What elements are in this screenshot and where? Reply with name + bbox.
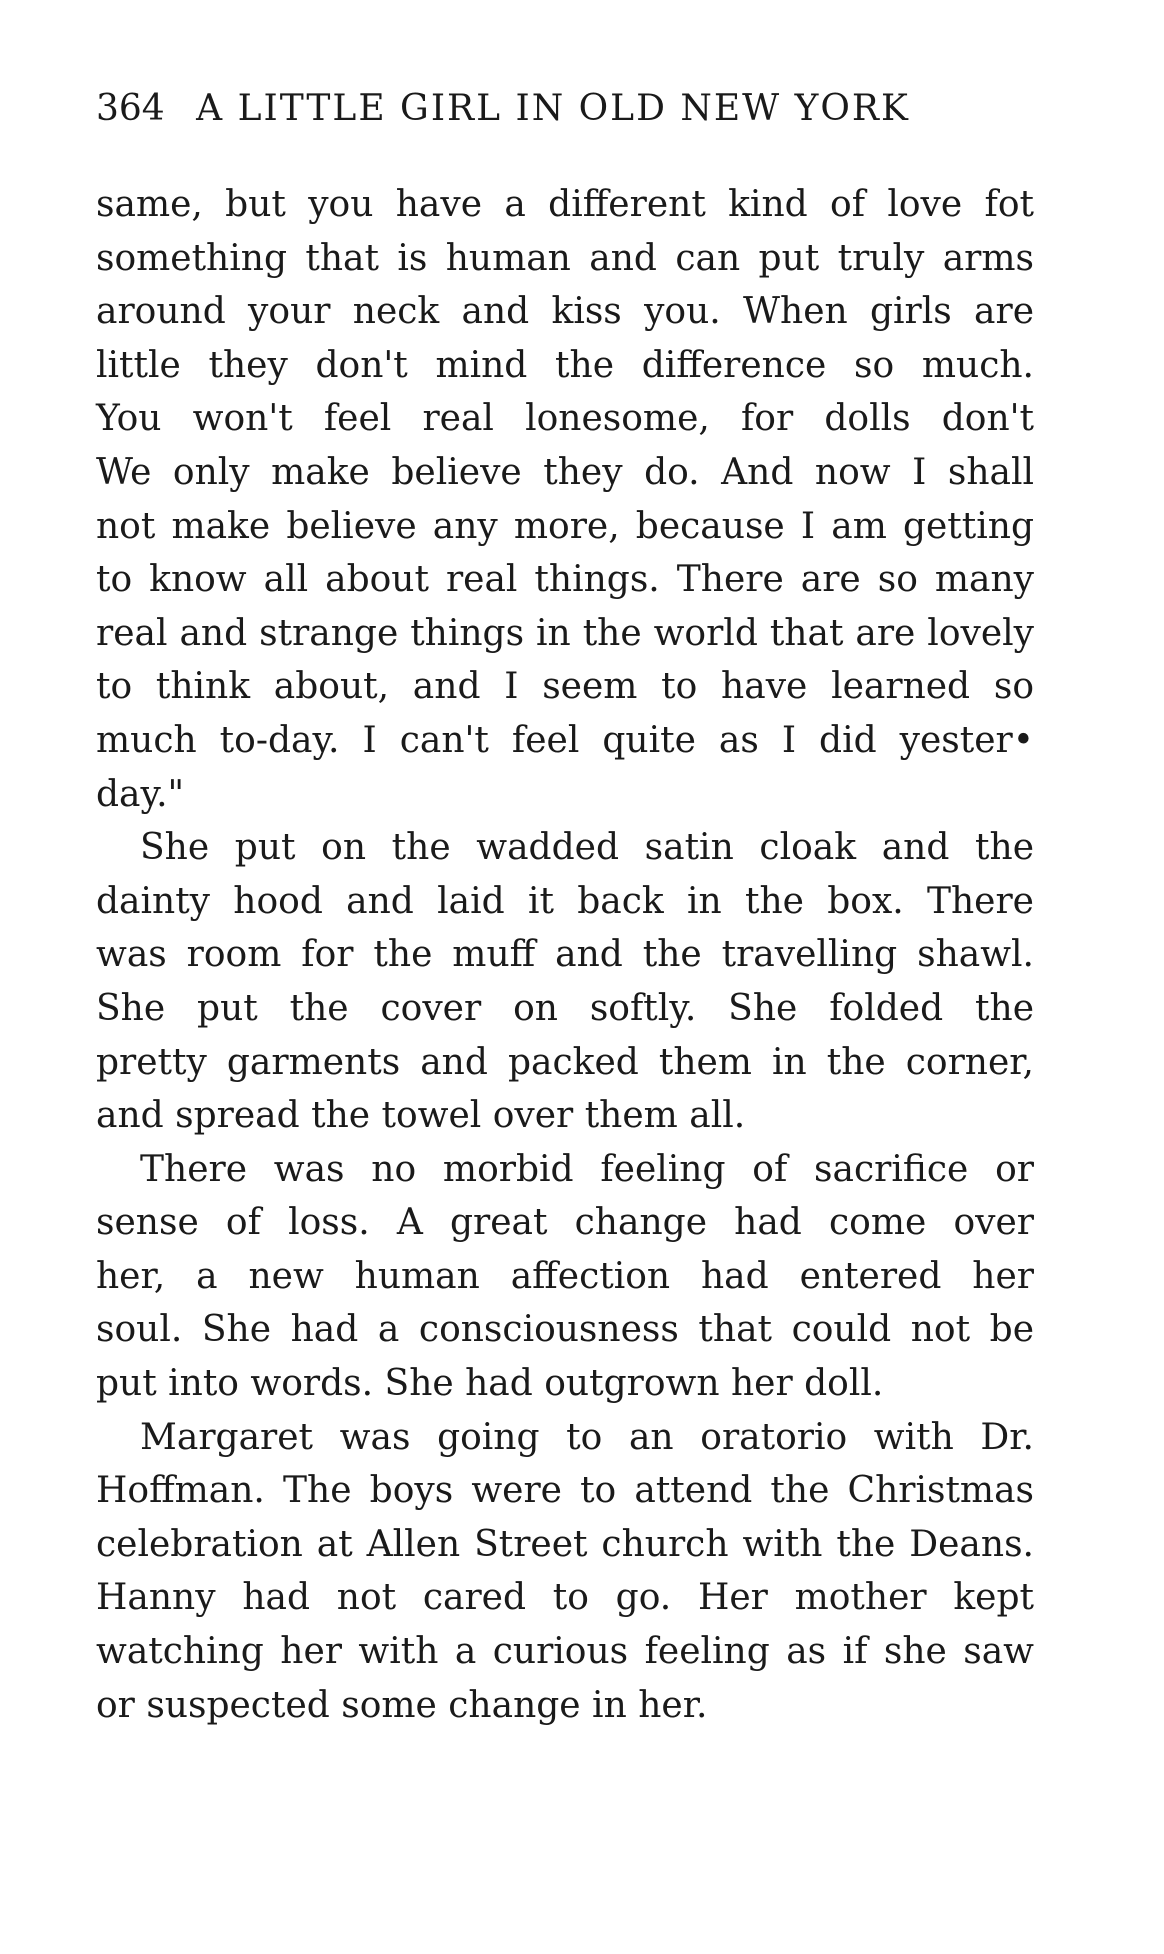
text-line: was room for the muff and the travelling shawl. (96, 934, 1034, 976)
page-number: 364 (96, 88, 165, 129)
text-line: dainty hood and laid it back in the box. There (96, 880, 1034, 922)
text-line: Hanny had not cared to go. Her mother kept (96, 1577, 1034, 1619)
text-line: day." (96, 773, 185, 815)
text-line: She put on the wadded satin cloak and the (140, 827, 1034, 869)
text-line: Hoffman. The boys were to attend the Christmas (96, 1470, 1034, 1512)
text-line: same, but you have a different kind of love fot (96, 184, 1034, 225)
text-line: real and strange things in the world that are lovely (96, 612, 1034, 654)
text-line: little they don't mind the difference so much. (96, 344, 1034, 386)
text-line: much to-day. I can't feel quite as I did yester• (96, 719, 1034, 761)
text-line: not make believe any more, because I am getting (96, 505, 1034, 547)
text-line: celebration at Allen Street church with the Deans. (96, 1523, 1034, 1565)
text-line: soul. She had a consciousness that could not be (96, 1309, 1034, 1351)
text-line: Margaret was going to an oratorio with Dr. (140, 1416, 1034, 1458)
text-line: There was no morbid feeling of sacrifice or (140, 1148, 1034, 1190)
paragraph (96, 1143, 1034, 1411)
text-line: and spread the towel over them all. (96, 1095, 746, 1137)
text-line: pretty garments and packed them in the corner, (96, 1041, 1034, 1083)
running-title: A LITTLE GIRL IN OLD NEW YORK (196, 88, 910, 129)
text-line: around your neck and kiss you. When girls are (96, 291, 1034, 333)
text-line: You won't feel real lonesome, for dolls don't (96, 398, 1034, 440)
running-head (96, 88, 976, 129)
text-line: watching her with a curious feeling as if she saw (96, 1631, 1034, 1673)
paragraph (96, 1411, 1034, 1733)
text-line: her, a new human affection had entered her (96, 1255, 1034, 1297)
text-line: something that is human and can put truly arms (96, 237, 1034, 279)
text-line: put into words. She had outgrown her doll. (96, 1363, 884, 1405)
text-line: to think about, and I seem to have learned so (96, 666, 1034, 708)
body-text (96, 178, 1034, 1732)
paragraph (96, 821, 1034, 1143)
paragraph (96, 178, 1034, 821)
text-line: We only make believe they do. And now I shall (96, 451, 1034, 493)
text-line: or suspected some change in her. (96, 1684, 708, 1726)
text-line: to know all about real things. There are so many (96, 559, 1034, 601)
text-line: She put the cover on softly. She folded the (96, 987, 1034, 1029)
text-line: sense of loss. A great change had come over (96, 1202, 1034, 1244)
